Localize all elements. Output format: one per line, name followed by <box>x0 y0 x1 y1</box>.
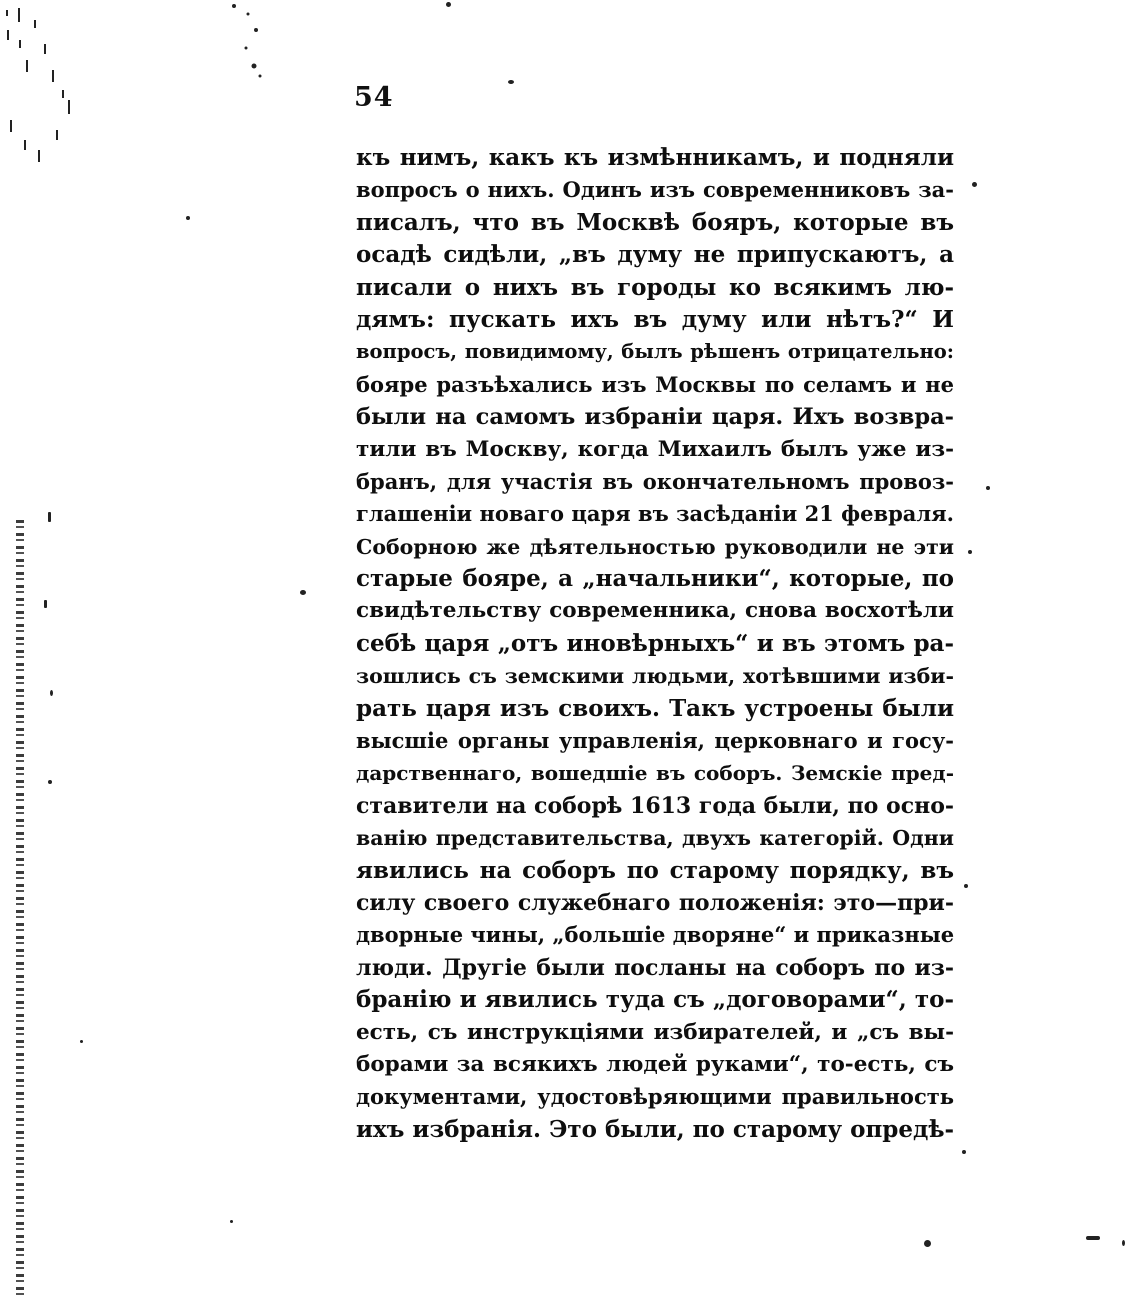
text-line: себѣ царя „отъ иновѣрныхъ“ и въ этомъ ра- <box>356 629 954 657</box>
scan-speck <box>508 80 514 84</box>
text-line: явились на соборъ по старому порядку, въ <box>356 856 954 884</box>
scan-speck <box>986 486 990 490</box>
scan-speck <box>300 590 306 595</box>
scan-speck <box>1086 1236 1100 1240</box>
text-line: ванію представительства, двухъ категорій. Одни <box>356 826 954 851</box>
scan-speck <box>924 1240 931 1247</box>
text-line: свидѣтельству современника, снова восхотѣли <box>356 598 954 624</box>
text-line: писали о нихъ въ городы ко всякимъ лю- <box>356 273 954 301</box>
scan-speck <box>44 600 47 608</box>
text-line: силу своего служебнаго положенія: это—при- <box>356 889 954 916</box>
text-line: старые бояре, а „начальники“, которые, по <box>356 565 954 593</box>
text-line: вопросъ о нихъ. Одинъ изъ современниковъ за- <box>356 177 954 203</box>
text-line: есть, съ инструкціями избирателей, и „съ вы- <box>356 1019 954 1045</box>
scan-binding-marks-top <box>4 0 76 190</box>
text-line: люди. Другіе были посланы на соборъ по из- <box>356 954 954 981</box>
scan-speck <box>50 690 53 696</box>
text-line: были на самомъ избраніи царя. Ихъ возвра- <box>356 404 954 431</box>
scan-speck <box>1122 1240 1125 1246</box>
text-line: тили въ Москву, когда Михаилъ былъ уже из- <box>356 436 954 462</box>
text-line: писалъ, что въ Москвѣ бояръ, которые въ <box>356 208 954 236</box>
text-line: ихъ избранія. Это были, по старому опредѣ- <box>356 1115 954 1143</box>
scan-speck <box>446 2 451 7</box>
text-line: Соборною же дѣятельностью руководили не эти <box>356 534 954 559</box>
text-line: бранъ, для участія въ окончательномъ провоз- <box>356 468 954 494</box>
text-line: дямъ: пускать ихъ въ думу или нѣтъ?“ И <box>356 305 954 333</box>
text-line: вопросъ, повидимому, былъ рѣшенъ отрицательно: <box>356 340 954 364</box>
text-line: документами, удостовѣряющими правильность <box>356 1084 954 1110</box>
text-line: дворные чины, „большіе дворяне“ и приказные <box>356 922 954 948</box>
scan-binding-edge <box>16 520 24 1300</box>
scan-speck <box>186 216 190 220</box>
text-line: рать царя изъ своихъ. Такъ устроены были <box>356 694 954 722</box>
scan-speck-cluster <box>226 0 266 80</box>
text-line: къ нимъ, какъ къ измѣнникамъ, и подняли <box>356 144 954 171</box>
text-line: борами за всякихъ людей руками“, то-есть, съ <box>356 1051 954 1077</box>
page-number: 54 <box>354 82 394 113</box>
text-line: глашеніи новаго царя въ засѣданіи 21 февраля. <box>356 501 954 527</box>
scan-speck <box>972 182 977 187</box>
scan-speck <box>48 512 51 522</box>
text-line: ставители на соборѣ 1613 года были, по осно- <box>356 792 954 819</box>
scan-speck <box>962 1150 966 1154</box>
scan-speck <box>968 550 972 554</box>
text-line: бранію и явились туда съ „договорами“, то- <box>356 986 954 1014</box>
text-line: высшіе органы управленія, церковнаго и госу- <box>356 728 954 754</box>
text-line: бояре разъѣхались изъ Москвы по селамъ и не <box>356 371 954 397</box>
scan-speck <box>80 1040 83 1043</box>
body-text <box>356 142 954 1146</box>
scan-speck <box>230 1220 233 1223</box>
scan-speck <box>964 884 968 888</box>
text-line: осадѣ сидѣли, „въ думу не припускаютъ, а <box>356 241 954 269</box>
scan-speck <box>48 780 52 784</box>
text-line: зошлись съ земскими людьми, хотѣвшими изби- <box>356 664 954 689</box>
text-line: дарственнаго, вошедшіе въ соборъ. Земскіе пред- <box>356 761 954 786</box>
